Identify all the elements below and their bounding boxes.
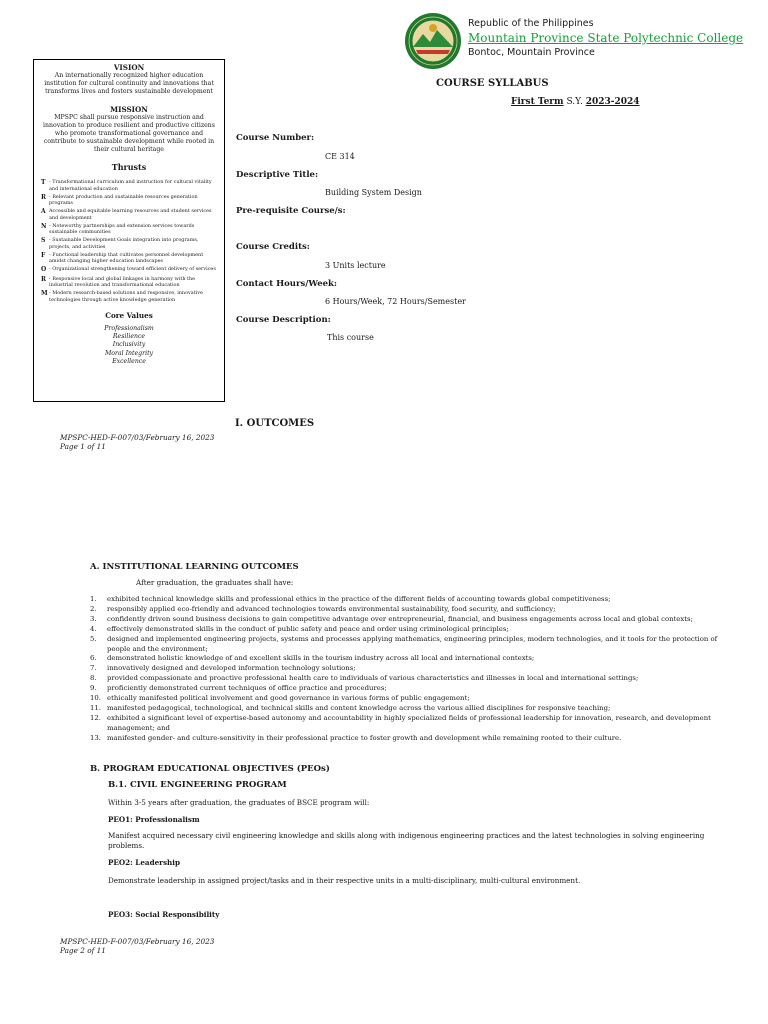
- ilo-item: [90, 734, 740, 744]
- core-value: Resilience: [112, 332, 146, 340]
- college-seal-logo: [404, 12, 462, 70]
- ilo-number: 5.: [90, 634, 97, 643]
- thrust-letter: S: [41, 237, 46, 245]
- thrust-letter: F: [41, 251, 46, 259]
- thrust-text: - Responsive local and global linkages in harmony with the industrial revolution and transformational education: [49, 275, 196, 289]
- ilo-item: [90, 704, 740, 714]
- ilo-item: [90, 674, 740, 684]
- thrust-text: - Sustainable Development Goals integration into programs, projects, and activities: [49, 237, 199, 250]
- vision-text: An internationally recognized higher education institution for cultural continuity and innovations that transforms lives and fosters sustainable development: [44, 72, 214, 96]
- ilo-heading: A. INSTITUTIONAL LEARNING OUTCOMES: [90, 562, 299, 572]
- page-footer-2: [60, 937, 214, 955]
- ilo-item: [90, 635, 740, 655]
- thrust-text: Accessible and equitable learning resources and student services and development: [49, 208, 212, 221]
- ilo-text: exhibited technical knowledge skills and professional ethics in the practice of the different fields of accounting towards global competitiveness;: [107, 595, 611, 603]
- mission-text: MPSPC shall pursue responsive instruction and innovation to produce resilient and productive citizens who promote transformational governance and contribute to sustainable development while rooted in their cultural heritage: [43, 114, 215, 153]
- peo1-text: Manifest acquired necessary civil engineering knowledge and skills along with indigenous engineering practices and the latest technologies in solving engineering problems.: [108, 831, 705, 850]
- core-value: Professionalism: [104, 324, 154, 332]
- core-values-heading: Core Values: [105, 311, 153, 321]
- form-code: MPSPC-HED-F-007/03/February 16, 2023: [60, 433, 215, 442]
- course-description-value: This course: [327, 333, 374, 342]
- ilo-text: provided compassionate and proactive professional health care to individuals of various characteristics and illnesses in local and international settings;: [107, 674, 639, 683]
- prerequisite-label: Pre-requisite Course/s:: [236, 206, 346, 216]
- thrust-letter: O: [41, 266, 47, 274]
- ilo-number: 4.: [90, 624, 97, 633]
- thrusts-list: [41, 179, 217, 303]
- thrust-item: [41, 179, 217, 192]
- thrust-item: [41, 208, 217, 221]
- thrust-text: - Transformational curriculum and instruction for cultural vitality and international education: [49, 179, 212, 192]
- thrust-letter: M: [41, 290, 48, 298]
- thrust-letter: T: [41, 179, 46, 187]
- thrust-letter: R: [41, 275, 46, 283]
- peo-intro: Within 3-5 years after graduation, the graduates of BSCE program will:: [108, 798, 370, 807]
- ilo-item: [90, 664, 740, 674]
- peo2-text: Demonstrate leadership in assigned project/tasks and in their respective units in a multi-disciplinary, multi-cultural environment.: [108, 876, 581, 885]
- ilo-text: demonstrated holistic knowledge of and excellent skills in the tourism industry across all local and international contexts;: [107, 654, 535, 663]
- ilo-item: [90, 595, 740, 605]
- outcomes-heading: I. OUTCOMES: [235, 418, 315, 429]
- ilo-intro: After graduation, the graduates shall have:: [136, 578, 294, 587]
- course-number-value: CE 314: [325, 152, 355, 161]
- ilo-item: [90, 605, 740, 615]
- ilo-item: [90, 694, 740, 704]
- ilo-text: proficiently demonstrated current techniques of office practice and procedures;: [107, 684, 387, 693]
- ilo-number: 7.: [90, 664, 97, 673]
- contact-hours-label: Contact Hours/Week:: [236, 279, 338, 289]
- sy-value: 2023-2024: [585, 97, 640, 107]
- mission-heading: MISSION: [110, 105, 148, 115]
- ilo-text: confidently driven sound business decisions to gain competitive advantage over entrepreneurial, financial, and business engagements across local and global contexts;: [107, 614, 693, 623]
- ilo-list: [90, 595, 740, 744]
- core-value: Excellence: [112, 357, 146, 365]
- college-location: Bontoc, Mountain Province: [468, 47, 595, 58]
- ilo-number: 1.: [90, 595, 97, 603]
- ilo-text: ethically manifested political involvement and good governance in various forms of public engagement;: [107, 694, 470, 703]
- ilo-text: designed and implemented engineering projects, systems and processes applying mathematics, engineering principles, modern technologies, and it tools for the protection of people and the environment;: [107, 634, 718, 653]
- peo-subheading: B.1. CIVIL ENGINEERING PROGRAM: [108, 780, 287, 790]
- thrust-item: [41, 194, 217, 207]
- ilo-number: 11.: [90, 703, 101, 712]
- vision-heading: VISION: [113, 63, 145, 72]
- ilo-item: [90, 615, 740, 625]
- thrust-item: [41, 290, 217, 303]
- ilo-item: [90, 684, 740, 694]
- college-name-link[interactable]: Mountain Province State Polytechnic College: [468, 31, 744, 45]
- syllabus-title: COURSE SYLLABUS: [436, 78, 549, 89]
- ilo-number: 2.: [90, 604, 97, 613]
- ilo-number: 12.: [90, 713, 101, 722]
- course-credits-value: 3 Units lecture: [325, 261, 386, 270]
- course-credits-label: Course Credits:: [236, 242, 310, 252]
- contact-hours-value: 6 Hours/Week, 72 Hours/Semester: [325, 297, 466, 306]
- term-label: First Term: [511, 97, 564, 107]
- thrust-item: [41, 276, 217, 289]
- ilo-number: 8.: [90, 674, 97, 683]
- ilo-text: responsibly applied eco-friendly and advanced technologies towards environmental sustainability, food security, and sufficiency;: [107, 604, 556, 613]
- ilo-number: 13.: [90, 733, 101, 742]
- thrust-text: - Noteworthy partnerships and extension services towards sustainable communities: [49, 222, 195, 236]
- ilo-number: 9.: [90, 684, 97, 693]
- core-value: Inclusivity: [112, 341, 146, 349]
- thrusts-heading: Thrusts: [111, 161, 147, 172]
- thrust-item: [41, 223, 217, 236]
- form-code: MPSPC-HED-F-007/03/February 16, 2023: [60, 937, 215, 946]
- page-footer-1: [60, 433, 214, 451]
- thrust-letter: R: [41, 193, 46, 201]
- ilo-number: 10.: [90, 694, 101, 703]
- republic-text: Republic of the Philippines: [468, 18, 594, 29]
- peo1-title: PEO1: Professionalism: [108, 815, 200, 824]
- thrust-text: - Functional leadership that cultivates personnel development amidst changing higher education landscapes: [49, 251, 204, 265]
- thrust-item: [41, 252, 217, 265]
- descriptive-title-value: Building System Design: [325, 188, 422, 197]
- thrust-item: [41, 266, 217, 274]
- thrust-item: [41, 237, 217, 250]
- ilo-item: [90, 625, 740, 635]
- vision-mission-box: [33, 59, 225, 402]
- ilo-text: manifested pedagogical, technological, and technical skills and content knowledge across the various allied disciplines for responsive teaching;: [107, 703, 611, 712]
- ilo-text: manifested gender- and culture-sensitivity in their professional practice to foster growth and development while remaining rooted to their culture.: [107, 733, 622, 742]
- thrust-letter: A: [41, 208, 46, 216]
- peo3-title: PEO3: Social Responsibility: [108, 910, 220, 919]
- ilo-item: [90, 654, 740, 664]
- thrust-letter: N: [41, 222, 47, 230]
- peo-heading: B. PROGRAM EDUCATIONAL OBJECTIVES (PEOs): [90, 764, 330, 774]
- ilo-text: innovatively designed and developed information technology solutions;: [107, 664, 356, 673]
- ilo-text: exhibited a significant level of expertise-based autonomy and accountability in highly specialized fields of professional leadership for innovation, research, and development management; and: [107, 713, 711, 732]
- sy-label: S.Y.: [566, 97, 583, 107]
- term-line: [511, 97, 640, 107]
- thrust-text: - Modern research-based solutions and responsive, innovative technologies through active knowledge generation: [49, 290, 203, 303]
- page-number: Page 1 of 11: [60, 442, 106, 452]
- descriptive-title-label: Descriptive Title:: [236, 170, 319, 180]
- thrust-text: - Relevant production and sustainable resources generation programs: [49, 193, 198, 207]
- ilo-text: effectively demonstrated skills in the conduct of public safety and peace and order using criminological principles;: [107, 624, 509, 633]
- course-number-label: Course Number:: [236, 133, 315, 143]
- core-value: Moral Integrity: [104, 349, 154, 357]
- peo2-title: PEO2: Leadership: [108, 858, 180, 867]
- course-description-label: Course Description:: [236, 315, 331, 325]
- ilo-number: 6.: [90, 654, 97, 663]
- ilo-item: [90, 714, 740, 734]
- thrust-text: - Organizational strengthening toward efficient delivery of services: [49, 266, 216, 273]
- ilo-number: 3.: [90, 614, 97, 623]
- page-number: Page 2 of 11: [60, 946, 106, 956]
